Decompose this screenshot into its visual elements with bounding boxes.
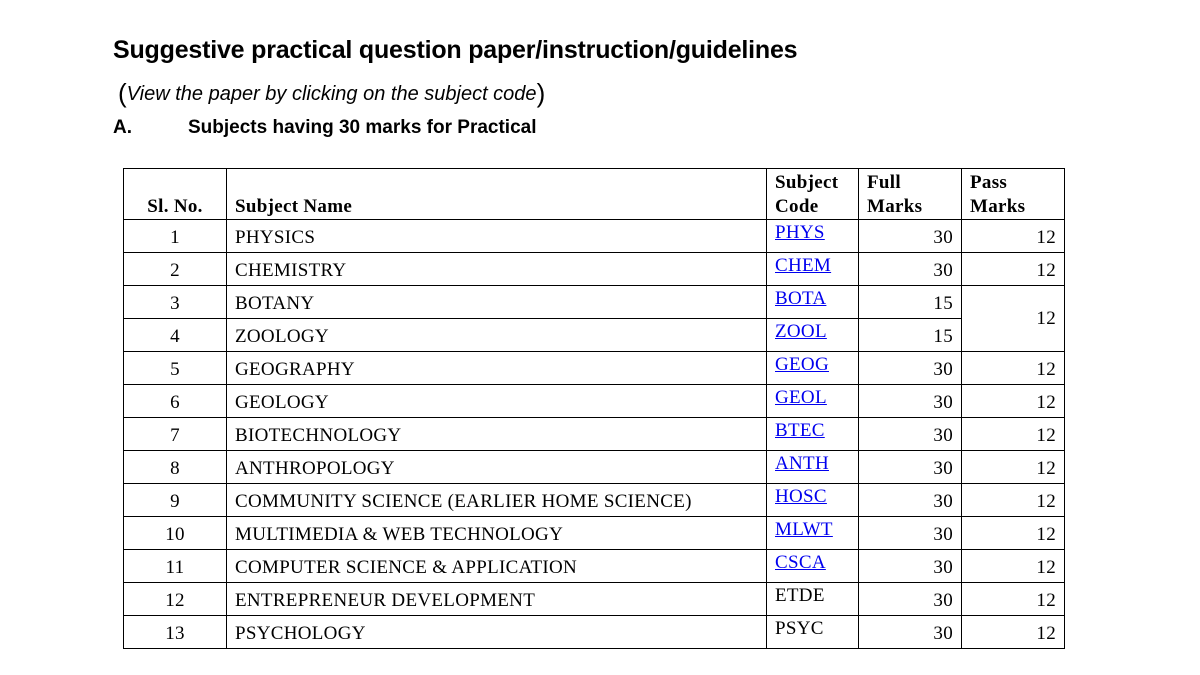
subject-code-link[interactable]: CSCA: [775, 552, 826, 573]
subjects-table: [123, 168, 1065, 649]
row-sl-no: 12: [124, 583, 227, 616]
row-subject-code: [767, 286, 859, 319]
row-full-marks: 30: [859, 451, 962, 484]
row-sl-no: 2: [124, 253, 227, 286]
table-row: [124, 550, 1065, 583]
subject-code-link[interactable]: MLWT: [775, 519, 833, 540]
row-full-marks: 30: [859, 484, 962, 517]
subject-code-link[interactable]: BOTA: [775, 288, 827, 309]
subject-code-link[interactable]: GEOG: [775, 354, 829, 375]
row-subject-name: GEOGRAPHY: [227, 352, 767, 385]
row-subject-code: [767, 253, 859, 286]
row-full-marks: 30: [859, 616, 962, 649]
row-subject-name: COMMUNITY SCIENCE (EARLIER HOME SCIENCE): [227, 484, 767, 517]
row-subject-name: PSYCHOLOGY: [227, 616, 767, 649]
table-row: [124, 484, 1065, 517]
row-subject-code: PSYC: [767, 616, 859, 649]
row-pass-marks: 12: [962, 220, 1065, 253]
row-pass-marks: 12: [962, 385, 1065, 418]
section-label: A.: [113, 117, 132, 138]
header-subject-code-line2: Code: [775, 196, 819, 217]
row-pass-marks-merged: 12: [962, 286, 1065, 352]
row-sl-no: 9: [124, 484, 227, 517]
row-subject-code: [767, 484, 859, 517]
row-subject-name: MULTIMEDIA & WEB TECHNOLOGY: [227, 517, 767, 550]
row-pass-marks: 12: [962, 517, 1065, 550]
row-sl-no: 3: [124, 286, 227, 319]
row-subject-name: GEOLOGY: [227, 385, 767, 418]
header-full-marks-line1: Full: [867, 172, 901, 193]
row-full-marks: 30: [859, 253, 962, 286]
row-subject-name: ANTHROPOLOGY: [227, 451, 767, 484]
row-subject-code: ETDE: [767, 583, 859, 616]
row-pass-marks: 12: [962, 616, 1065, 649]
row-pass-marks: 12: [962, 418, 1065, 451]
row-subject-code: [767, 550, 859, 583]
table-row: [124, 319, 1065, 352]
row-sl-no: 6: [124, 385, 227, 418]
row-full-marks: 30: [859, 220, 962, 253]
row-full-marks: 30: [859, 517, 962, 550]
row-full-marks: 30: [859, 418, 962, 451]
row-pass-marks: 12: [962, 583, 1065, 616]
row-sl-no: 5: [124, 352, 227, 385]
row-full-marks: 30: [859, 583, 962, 616]
row-sl-no: 1: [124, 220, 227, 253]
row-subject-name: ZOOLOGY: [227, 319, 767, 352]
row-full-marks: 30: [859, 385, 962, 418]
subjects-table-container: [123, 168, 1065, 649]
header-subject-name: Subject Name: [227, 169, 767, 220]
subject-code-link[interactable]: CHEM: [775, 255, 832, 276]
subtitle-open-paren: (: [118, 78, 127, 108]
table-row: [124, 616, 1065, 649]
row-subject-code: [767, 220, 859, 253]
page-title: Suggestive practical question paper/instruction/guidelines: [113, 36, 798, 64]
row-sl-no: 10: [124, 517, 227, 550]
table-row: [124, 352, 1065, 385]
row-pass-marks: 12: [962, 451, 1065, 484]
header-sl-no: Sl. No.: [124, 169, 227, 220]
row-pass-marks: 12: [962, 352, 1065, 385]
row-sl-no: 11: [124, 550, 227, 583]
subject-code-link[interactable]: BTEC: [775, 420, 825, 441]
row-sl-no: 8: [124, 451, 227, 484]
row-subject-code: [767, 517, 859, 550]
row-subject-name: ENTREPRENEUR DEVELOPMENT: [227, 583, 767, 616]
row-subject-code: [767, 418, 859, 451]
table-row: [124, 451, 1065, 484]
row-full-marks: 15: [859, 286, 962, 319]
row-pass-marks: 12: [962, 484, 1065, 517]
header-pass-marks: [962, 169, 1065, 220]
row-pass-marks: 12: [962, 253, 1065, 286]
subject-code-link[interactable]: GEOL: [775, 387, 827, 408]
subjects-table-body: [124, 220, 1065, 649]
table-row: [124, 253, 1065, 286]
row-subject-name: CHEMISTRY: [227, 253, 767, 286]
row-subject-code: [767, 451, 859, 484]
row-sl-no: 13: [124, 616, 227, 649]
subtitle: [118, 78, 545, 109]
row-subject-code: [767, 319, 859, 352]
subtitle-close-paren: ): [536, 78, 546, 108]
subtitle-text: View the paper by clicking on the subject code: [126, 83, 537, 105]
row-subject-name: PHYSICS: [227, 220, 767, 253]
table-row: [124, 385, 1065, 418]
table-row: [124, 286, 1065, 319]
row-full-marks: 30: [859, 352, 962, 385]
row-subject-code: [767, 352, 859, 385]
subject-code-link[interactable]: HOSC: [775, 486, 827, 507]
row-subject-code: [767, 385, 859, 418]
header-pass-marks-line2: Marks: [970, 196, 1026, 217]
header-subject-code: [767, 169, 859, 220]
row-sl-no: 7: [124, 418, 227, 451]
row-subject-name: BIOTECHNOLOGY: [227, 418, 767, 451]
subject-code-link[interactable]: PHYS: [775, 222, 825, 243]
row-subject-name: COMPUTER SCIENCE & APPLICATION: [227, 550, 767, 583]
table-row: [124, 220, 1065, 253]
header-subject-code-line1: Subject: [775, 172, 839, 193]
table-row: [124, 517, 1065, 550]
table-row: [124, 583, 1065, 616]
table-row: [124, 418, 1065, 451]
row-full-marks: 30: [859, 550, 962, 583]
row-sl-no: 4: [124, 319, 227, 352]
header-pass-marks-line1: Pass: [970, 172, 1008, 193]
subject-code-link[interactable]: ANTH: [775, 453, 829, 474]
row-subject-name: BOTANY: [227, 286, 767, 319]
header-full-marks-line2: Marks: [867, 196, 923, 217]
section-title: Subjects having 30 marks for Practical: [188, 117, 537, 138]
row-pass-marks: 12: [962, 550, 1065, 583]
subject-code-link[interactable]: ZOOL: [775, 321, 827, 342]
table-header-row: [124, 169, 1065, 220]
header-full-marks: [859, 169, 962, 220]
row-full-marks: 15: [859, 319, 962, 352]
